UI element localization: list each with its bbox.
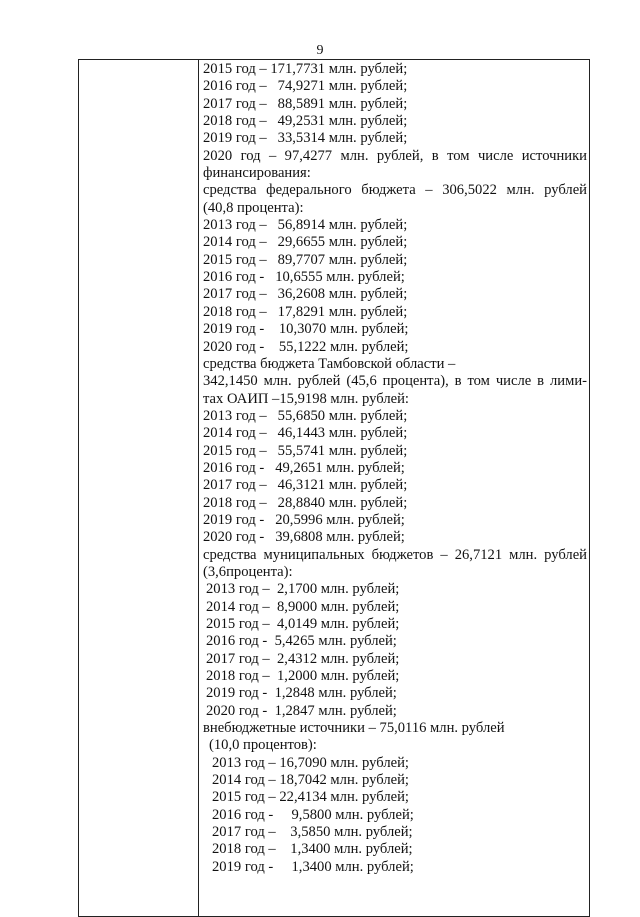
financing-text xyxy=(203,61,587,876)
text-line: 342,1450 млн. рублей (45,6 процента), в том числе в лими- xyxy=(203,373,587,390)
text-line: средства федерального бюджета – 306,5022 млн. рублей xyxy=(203,182,587,199)
text-line: 2014 год – 46,1443 млн. рублей; xyxy=(203,425,408,442)
text-line: финансирования: xyxy=(203,165,311,182)
text-line: 2020 год - 1,2847 млн. рублей; xyxy=(206,702,397,719)
text-line: 2013 год – 2,1700 млн. рублей; xyxy=(206,581,400,598)
text-line: 2013 год – 55,6850 млн. рублей; xyxy=(203,407,408,424)
text-line: 2016 год - 10,6555 млн. рублей; xyxy=(203,269,405,286)
text-line: 2020 год – 97,4277 млн. рублей, в том числе источники xyxy=(203,147,587,164)
text-line: 2017 год – 36,2608 млн. рублей; xyxy=(203,286,408,303)
text-line: 2018 год – 1,2000 млн. рублей; xyxy=(206,668,400,685)
text-line: 2015 год – 171,7731 млн. рублей; xyxy=(203,61,408,77)
text-line: 2018 год – 1,3400 млн. рублей; xyxy=(212,841,413,858)
text-line: 2015 год – 55,5741 млн. рублей; xyxy=(203,442,408,459)
text-line: тах ОАИП –15,9198 млн. рублей: xyxy=(203,390,409,407)
text-line: 2016 год - 9,5800 млн. рублей; xyxy=(212,806,414,823)
text-line: 2019 год - 1,2848 млн. рублей; xyxy=(206,685,397,702)
text-line: 2019 год - 10,3070 млн. рублей; xyxy=(203,321,409,338)
text-line: 2016 год - 5,4265 млн. рублей; xyxy=(206,633,397,650)
text-line: (3,6процента): xyxy=(203,563,293,580)
text-line: средства бюджета Тамбовской области – xyxy=(203,355,456,372)
text-line: 2018 год – 17,8291 млн. рублей; xyxy=(203,303,408,320)
text-line: 2015 год – 4,0149 млн. рублей; xyxy=(206,616,400,632)
text-line: 2019 год - 1,3400 млн. рублей; xyxy=(212,858,414,875)
text-line: (40,8 процента): xyxy=(203,199,304,216)
text-line: 2017 год – 88,5891 млн. рублей; xyxy=(203,95,408,112)
text-line: 2016 год – 74,9271 млн. рублей; xyxy=(203,78,408,95)
text-line: 2013 год – 56,8914 млн. рублей; xyxy=(203,217,408,234)
text-line: 2020 год - 39,6808 млн. рублей; xyxy=(203,529,405,546)
text-line: 2020 год - 55,1222 млн. рублей; xyxy=(203,338,409,355)
text-line: 2018 год – 28,8840 млн. рублей; xyxy=(203,494,408,511)
text-line: 2017 год – 2,4312 млн. рублей; xyxy=(206,650,400,667)
text-line: средства муниципальных бюджетов – 26,7121 млн. рублей xyxy=(203,546,587,563)
text-line: 2018 год – 49,2531 млн. рублей; xyxy=(203,113,408,130)
page-number: 9 xyxy=(316,43,324,58)
text-line: внебюджетные источники – 75,0116 млн. рублей xyxy=(203,720,505,737)
text-line: 2017 год – 46,3121 млн. рублей; xyxy=(203,477,408,494)
text-line: 2015 год – 22,4134 млн. рублей; xyxy=(212,789,409,806)
text-line: 2019 год - 20,5996 млн. рублей; xyxy=(203,511,405,528)
text-line: 2014 год – 29,6655 млн. рублей; xyxy=(203,234,408,251)
text-line: 2015 год – 89,7707 млн. рублей; xyxy=(203,251,408,268)
text-line: (10,0 процентов): xyxy=(209,737,317,754)
text-line: 2019 год – 33,5314 млн. рублей; xyxy=(203,130,408,147)
text-line: 2013 год – 16,7090 млн. рублей; xyxy=(212,754,409,771)
text-line: 2016 год - 49,2651 млн. рублей; xyxy=(203,459,405,476)
column-divider xyxy=(198,60,199,916)
text-line: 2014 год – 18,7042 млн. рублей; xyxy=(212,772,409,789)
text-line: 2014 год – 8,9000 млн. рублей; xyxy=(206,598,400,615)
text-line: 2017 год – 3,5850 млн. рублей; xyxy=(212,824,413,841)
